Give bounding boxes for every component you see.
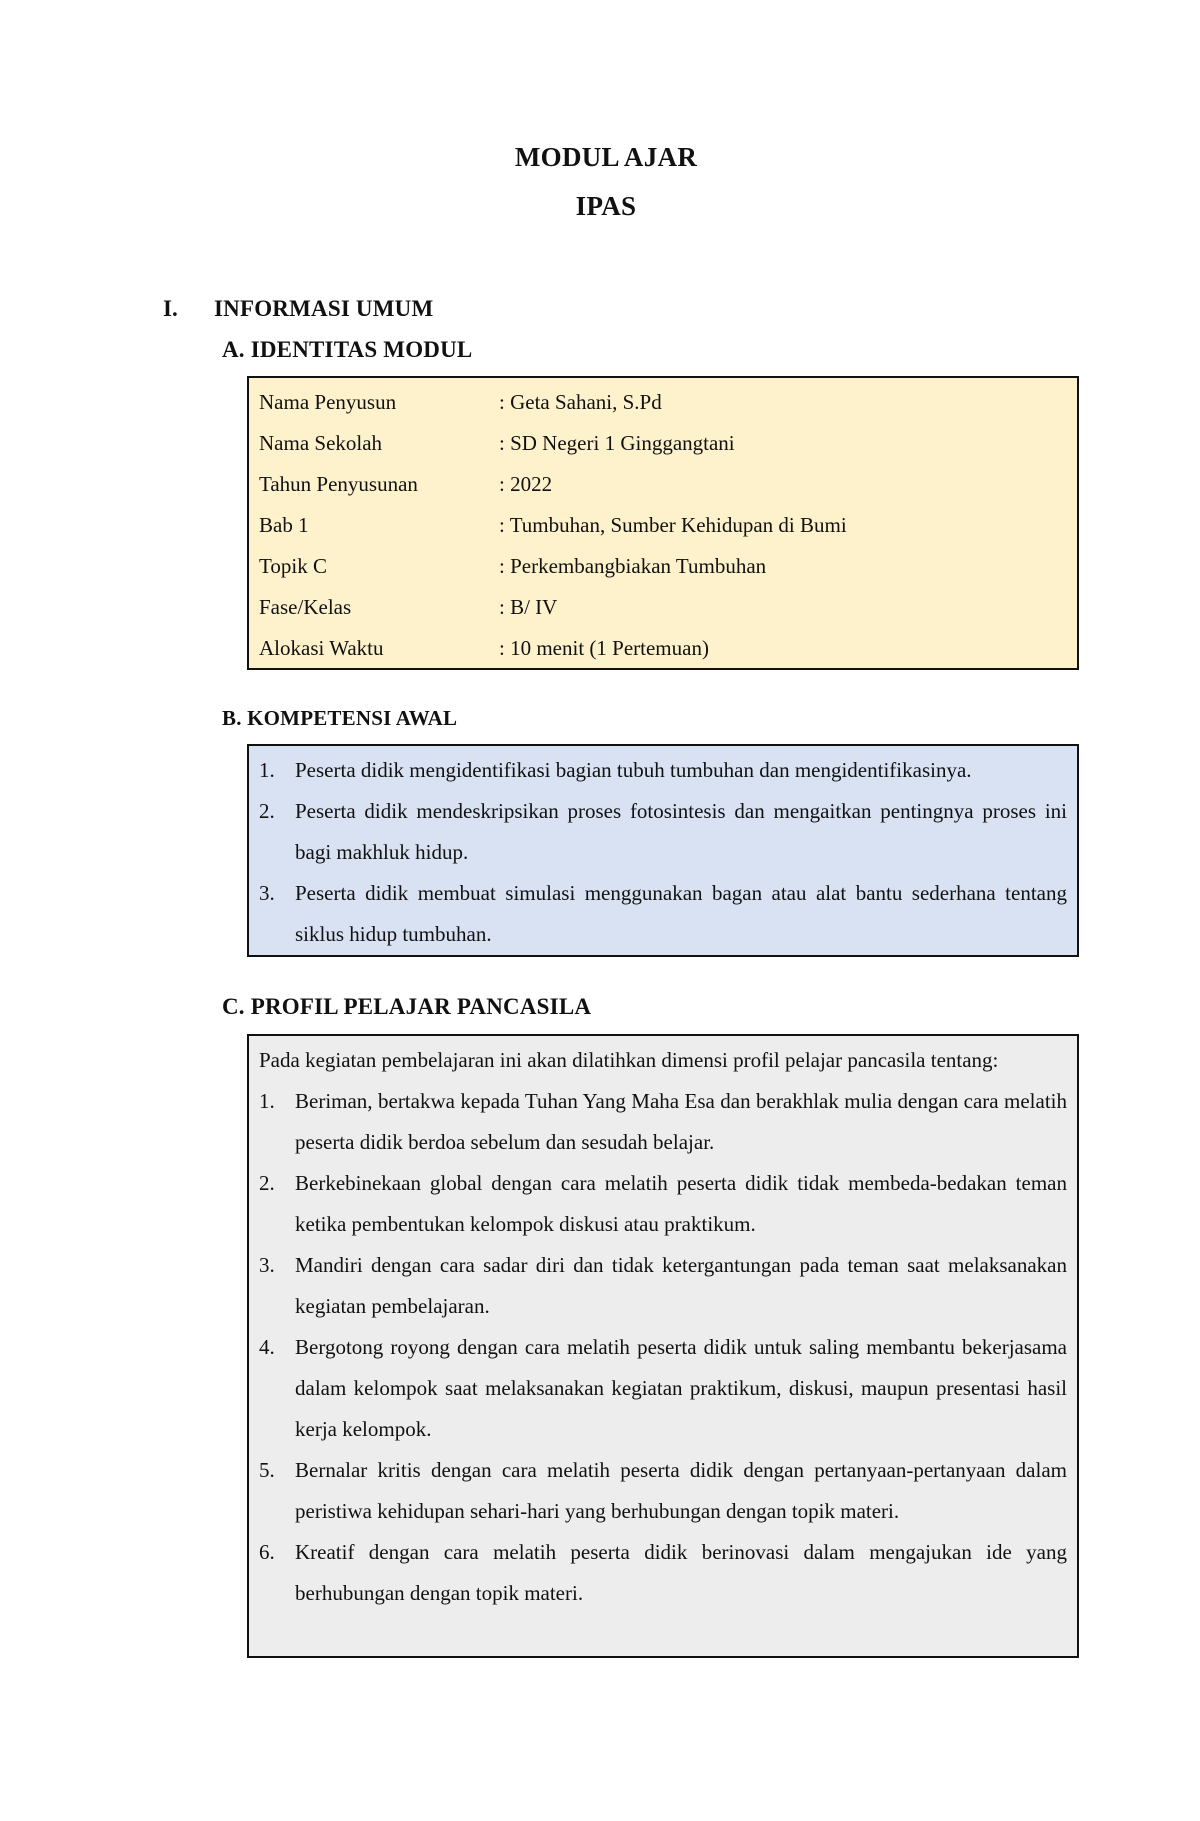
subsection-heading-identitas-modul: A. IDENTITAS MODUL (222, 337, 473, 362)
list-number: 6. (259, 1540, 275, 1564)
list-text: Peserta didik mendeskripsikan proses fotosintesis dan mengaitkan pentingnya proses ini bagi makhluk hidup. (295, 799, 1067, 864)
list-item (259, 1081, 1067, 1163)
list-number: 5. (259, 1458, 275, 1482)
identitas-label: Nama Penyusun (259, 390, 397, 414)
list-item (259, 1327, 1067, 1450)
identitas-row (259, 628, 1067, 669)
list-item (259, 791, 1067, 873)
kompetensi-awal-box (247, 744, 1079, 957)
list-text: Bernalar kritis dengan cara melatih peserta didik dengan pertanyaan-pertanyaan dalam peristiwa kehidupan sehari-hari yang berhubungan dengan topik materi. (295, 1458, 1067, 1523)
identitas-modul-box (247, 376, 1079, 670)
list-text: Bergotong royong dengan cara melatih peserta didik untuk saling membantu bekerjasama dalam kelompok saat melaksanakan kegiatan praktikum, diskusi, maupun presentasi hasil kerja kelompok. (295, 1335, 1067, 1441)
list-item (259, 1163, 1067, 1245)
list-item (259, 750, 1067, 791)
identitas-value: : B/ IV (499, 595, 558, 619)
list-number: 1. (259, 1089, 275, 1113)
list-item (259, 873, 1067, 955)
identitas-value: : Geta Sahani, S.Pd (499, 390, 662, 414)
list-number: 3. (259, 881, 275, 905)
identitas-row (259, 587, 1067, 628)
identitas-value: : Tumbuhan, Sumber Kehidupan di Bumi (499, 513, 847, 537)
identitas-value: : SD Negeri 1 Ginggangtani (499, 431, 735, 455)
identitas-value: : 2022 (499, 472, 553, 496)
identitas-value: : 10 menit (1 Pertemuan) (499, 636, 709, 660)
list-item (259, 1245, 1067, 1327)
identitas-row (259, 423, 1067, 464)
list-number: 3. (259, 1253, 275, 1277)
section-heading-informasi-umum: INFORMASI UMUM (214, 296, 434, 321)
list-number: 2. (259, 1171, 275, 1195)
list-text: Mandiri dengan cara sadar diri dan tidak ketergantungan pada teman saat melaksanakan kegiatan pembelajaran. (295, 1253, 1067, 1318)
subsection-heading-kompetensi-awal: B. KOMPETENSI AWAL (222, 706, 458, 730)
list-text: Peserta didik membuat simulasi menggunakan bagan atau alat bantu sederhana tentang siklus hidup tumbuhan. (295, 881, 1067, 946)
identitas-label: Tahun Penyusunan (259, 472, 418, 496)
list-item (259, 1450, 1067, 1532)
list-item (259, 1532, 1067, 1614)
list-text: Beriman, bertakwa kepada Tuhan Yang Maha Esa dan berakhlak mulia dengan cara melatih peserta didik berdoa sebelum dan sesudah belajar. (295, 1089, 1067, 1154)
identitas-label: Bab 1 (259, 513, 309, 537)
identitas-row (259, 382, 1067, 423)
identitas-label: Topik C (259, 554, 327, 578)
list-text: Peserta didik mengidentifikasi bagian tubuh tumbuhan dan mengidentifikasinya. (295, 758, 972, 782)
subsection-heading-profil-pelajar-pancasila: C. PROFIL PELAJAR PANCASILA (222, 994, 592, 1019)
profil-intro-text: Pada kegiatan pembelajaran ini akan dilatihkan dimensi profil pelajar pancasila tentang: (259, 1048, 999, 1072)
list-number: 1. (259, 758, 275, 782)
list-number: 2. (259, 799, 275, 823)
list-text: Kreatif dengan cara melatih peserta didik berinovasi dalam mengajukan ide yang berhubungan dengan topik materi. (295, 1540, 1067, 1605)
identitas-label: Fase/Kelas (259, 595, 352, 619)
list-text: Berkebinekaan global dengan cara melatih peserta didik tidak membeda-bedakan teman ketika pembentukan kelompok diskusi atau praktikum. (295, 1171, 1067, 1236)
profil-pelajar-pancasila-box (247, 1034, 1079, 1658)
section-roman-numeral: I. (163, 296, 178, 321)
identitas-value: : Perkembangbiakan Tumbuhan (499, 554, 767, 578)
identitas-row (259, 546, 1067, 587)
identitas-row (259, 464, 1067, 505)
list-number: 4. (259, 1335, 275, 1359)
identitas-row (259, 505, 1067, 546)
document-subtitle: IPAS (575, 191, 637, 221)
identitas-label: Alokasi Waktu (259, 636, 384, 660)
document-title: MODUL AJAR (514, 142, 698, 172)
identitas-label: Nama Sekolah (259, 431, 383, 455)
